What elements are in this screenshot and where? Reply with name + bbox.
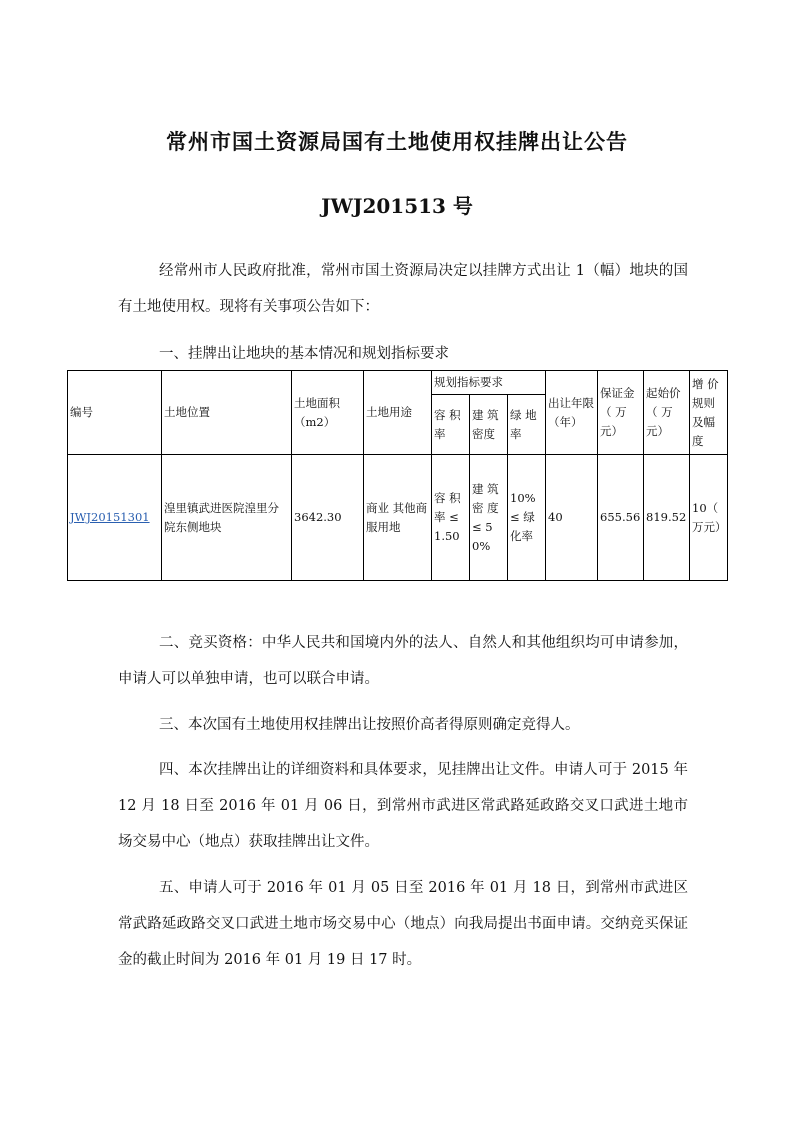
cell-deposit: 655.56 (598, 455, 644, 581)
header-term: 出让年限（年） (546, 371, 598, 455)
cell-green: 10%≤ 绿化率 (508, 455, 546, 581)
section-5-paragraph: 五、申请人可于 2016 年 01 月 05 日至 2016 年 01 月 18 日，到常州市武进区常武路延政路交叉口武进土地市场交易中心（地点）向我局提出书面申请。交纳竞买保证金的截止时间为 2016 年 01 月 19 日 17 时。 (118, 880, 688, 968)
cell-start-price: 819.52 (644, 455, 690, 581)
header-increment: 增 价规则及幅度 (690, 371, 728, 455)
header-number: 编号 (68, 371, 162, 455)
cell-location: 湟里镇武进医院湟里分院东侧地块 (162, 455, 292, 581)
section-2-paragraph: 二、竞买资格：中华人民共和国境内外的法人、自然人和其他组织均可申请参加，申请人可以单独申请，也可以联合申请。 (118, 635, 688, 687)
header-density: 建 筑密度 (470, 395, 508, 455)
parcel-number-link[interactable]: JWJ20151301 (70, 510, 150, 524)
land-parcel-table (67, 370, 728, 581)
header-start-price: 起始价（ 万元） (644, 371, 690, 455)
table-row (68, 455, 728, 581)
header-deposit: 保证金（ 万元） (598, 371, 644, 455)
header-location: 土地位置 (162, 371, 292, 455)
section-3-paragraph: 三、本次国有土地使用权挂牌出让按照价高者得原则确定竞得人。 (159, 717, 580, 733)
header-use: 土地用途 (364, 371, 432, 455)
cell-increment: 10（ 万元） (690, 455, 728, 581)
cell-term: 40 (546, 455, 598, 581)
intro-paragraph: 经常州市人民政府批准，常州市国土资源局决定以挂牌方式出让 1（幅）地块的国有土地使用权。现将有关事项公告如下： (118, 263, 688, 315)
cell-far: 容 积率 ≤ 1.50 (432, 455, 470, 581)
cell-use: 商业 其他商服用地 (364, 455, 432, 581)
section-4-paragraph: 四、本次挂牌出让的详细资料和具体要求，见挂牌出让文件。申请人可于 2015 年 12 月 18 日至 2016 年 01 月 06 日，到常州市武进区常武路延政路交叉口武进土地市场交易中心（地点）获取挂牌出让文件。 (118, 762, 688, 850)
header-area: 土地面积（m2） (292, 371, 364, 455)
header-far: 容 积率 (432, 395, 470, 455)
document-title: 常州市国土资源局国有土地使用权挂牌出让公告 (166, 129, 628, 154)
cell-area: 3642.30 (292, 455, 364, 581)
header-planning: 规划指标要求 (432, 371, 546, 395)
document-number: JWJ201513 号 (321, 194, 473, 218)
header-green: 绿 地率 (508, 395, 546, 455)
cell-density: 建 筑密 度≤ 50% (470, 455, 508, 581)
section-1-heading: 一、挂牌出让地块的基本情况和规划指标要求 (159, 346, 449, 362)
